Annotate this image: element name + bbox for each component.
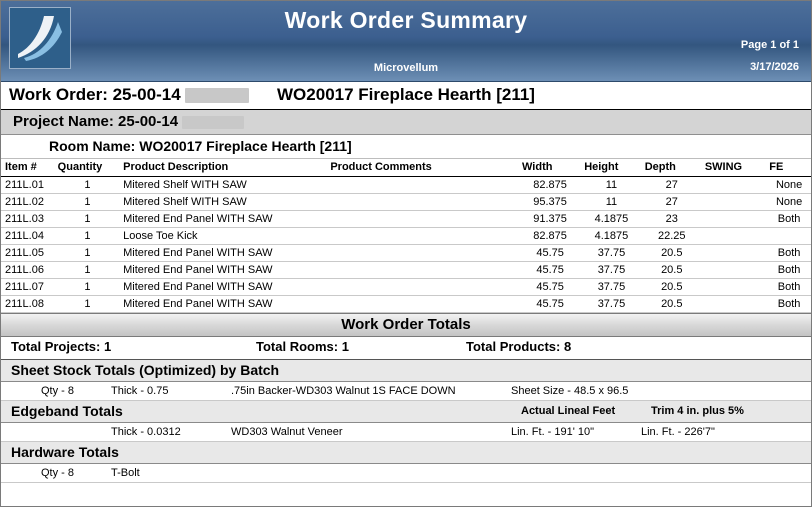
work-order-totals-title: Work Order Totals	[341, 316, 471, 333]
cell-height: 37.75	[580, 262, 641, 279]
cell-fe: Both	[765, 211, 811, 228]
cell-item: 211L.05	[1, 245, 54, 262]
edgeband-heading: Edgeband Totals	[11, 403, 123, 419]
items-table-header-row	[1, 159, 811, 177]
cell-description: Mitered Shelf WITH SAW	[119, 177, 326, 194]
cell-swing	[701, 245, 765, 262]
cell-description: Mitered End Panel WITH SAW	[119, 262, 326, 279]
column-header-width: Width	[518, 159, 580, 177]
cell-height: 4.1875	[580, 211, 641, 228]
sheet-stock-thickness: Thick - 0.75	[111, 385, 169, 397]
cell-description: Mitered End Panel WITH SAW	[119, 296, 326, 313]
edgeband-row	[1, 423, 811, 442]
sheet-stock-material: .75in Backer-WD303 Walnut 1S FACE DOWN	[231, 385, 456, 397]
cell-height: 4.1875	[580, 228, 641, 245]
sheet-stock-heading: Sheet Stock Totals (Optimized) by Batch	[11, 362, 280, 378]
cell-swing	[701, 194, 765, 211]
cell-width: 82.875	[518, 177, 580, 194]
room-name-row	[1, 135, 811, 159]
cell-depth: 23	[641, 211, 701, 228]
total-products: Total Products: 8	[466, 339, 572, 354]
cell-swing	[701, 177, 765, 194]
edgeband-trim-header: Trim 4 in. plus 5%	[651, 405, 744, 417]
table-row	[1, 194, 811, 211]
column-header-depth: Depth	[641, 159, 701, 177]
table-row	[1, 228, 811, 245]
edgeband-heading-row	[1, 401, 811, 423]
work-order-line	[1, 82, 811, 110]
cell-quantity: 1	[54, 245, 119, 262]
project-name-row	[1, 110, 811, 135]
cell-swing	[701, 296, 765, 313]
cell-description: Loose Toe Kick	[119, 228, 326, 245]
cell-item: 211L.03	[1, 211, 54, 228]
cell-width: 45.75	[518, 296, 580, 313]
cell-width: 45.75	[518, 262, 580, 279]
cell-quantity: 1	[54, 262, 119, 279]
edgeband-actual-lineal-feet: Lin. Ft. - 191' 10"	[511, 426, 595, 438]
table-row	[1, 211, 811, 228]
cell-description: Mitered End Panel WITH SAW	[119, 211, 326, 228]
total-projects: Total Projects: 1	[11, 339, 112, 354]
cell-quantity: 1	[54, 211, 119, 228]
cell-height: 11	[580, 177, 641, 194]
cell-comments	[326, 194, 518, 211]
totals-counts-row	[1, 337, 811, 360]
cell-swing	[701, 228, 765, 245]
project-name-label: Project Name: 25-00-14	[13, 113, 179, 130]
cell-height: 37.75	[580, 245, 641, 262]
cell-item: 211L.01	[1, 177, 54, 194]
cell-description: Mitered Shelf WITH SAW	[119, 194, 326, 211]
table-row	[1, 262, 811, 279]
column-header-fe: FE	[765, 159, 811, 177]
page-number: Page 1 of 1	[740, 39, 799, 51]
cell-description: Mitered End Panel WITH SAW	[119, 279, 326, 296]
cell-fe: Both	[765, 296, 811, 313]
cell-comments	[326, 211, 518, 228]
cell-quantity: 1	[54, 177, 119, 194]
cell-fe: Both	[765, 245, 811, 262]
redacted-block	[182, 116, 244, 129]
cell-width: 95.375	[518, 194, 580, 211]
cell-comments	[326, 228, 518, 245]
cell-quantity: 1	[54, 296, 119, 313]
cell-quantity: 1	[54, 279, 119, 296]
total-rooms: Total Rooms: 1	[256, 339, 349, 354]
cell-fe	[765, 228, 811, 245]
cell-item: 211L.02	[1, 194, 54, 211]
cell-fe: None	[765, 177, 811, 194]
cell-swing	[701, 211, 765, 228]
sheet-stock-qty: Qty - 8	[41, 385, 75, 397]
cell-height: 37.75	[580, 279, 641, 296]
cell-comments	[326, 296, 518, 313]
column-header-height: Height	[580, 159, 641, 177]
sheet-stock-heading-row	[1, 360, 811, 382]
cell-depth: 27	[641, 194, 701, 211]
column-header-swing: SWING	[701, 159, 765, 177]
sheet-stock-row	[1, 382, 811, 401]
table-row	[1, 245, 811, 262]
cell-item: 211L.06	[1, 262, 54, 279]
company-name: Microvellum	[373, 62, 439, 74]
column-header-comments: Product Comments	[326, 159, 518, 177]
cell-comments	[326, 245, 518, 262]
edgeband-trim-lineal-feet: Lin. Ft. - 226'7"	[641, 426, 715, 438]
cell-fe: Both	[765, 262, 811, 279]
table-row	[1, 279, 811, 296]
cell-comments	[326, 262, 518, 279]
hardware-name: T-Bolt	[111, 467, 140, 479]
cell-fe: None	[765, 194, 811, 211]
cell-depth: 20.5	[641, 296, 701, 313]
cell-description: Mitered End Panel WITH SAW	[119, 245, 326, 262]
column-header-quantity: Quantity	[54, 159, 119, 177]
cell-item: 211L.07	[1, 279, 54, 296]
table-row	[1, 177, 811, 194]
cell-swing	[701, 262, 765, 279]
cell-depth: 22.25	[641, 228, 701, 245]
cell-depth: 20.5	[641, 279, 701, 296]
cell-depth: 27	[641, 177, 701, 194]
sheet-stock-size: Sheet Size - 48.5 x 96.5	[511, 385, 629, 397]
cell-depth: 20.5	[641, 262, 701, 279]
cell-quantity: 1	[54, 194, 119, 211]
page-title: Work Order Summary	[284, 7, 528, 33]
cell-depth: 20.5	[641, 245, 701, 262]
cell-item: 211L.08	[1, 296, 54, 313]
table-row	[1, 296, 811, 313]
edgeband-thickness: Thick - 0.0312	[111, 426, 181, 438]
cell-swing	[701, 279, 765, 296]
work-order-totals-bar	[1, 313, 811, 337]
report-header	[1, 1, 811, 82]
cell-fe: Both	[765, 279, 811, 296]
project-name-text	[13, 113, 244, 130]
cell-comments	[326, 177, 518, 194]
work-order-name: WO20017 Fireplace Hearth [211]	[277, 85, 535, 104]
column-header-description: Product Description	[119, 159, 326, 177]
cell-width: 91.375	[518, 211, 580, 228]
work-order-label: Work Order: 25-00-14	[9, 85, 181, 104]
edgeband-actual-header: Actual Lineal Feet	[521, 405, 616, 417]
cell-height: 11	[580, 194, 641, 211]
report-date: 3/17/2026	[750, 61, 799, 73]
cell-quantity: 1	[54, 228, 119, 245]
hardware-qty: Qty - 8	[41, 467, 75, 479]
cell-comments	[326, 279, 518, 296]
cell-item: 211L.04	[1, 228, 54, 245]
hardware-heading-row	[1, 442, 811, 464]
column-header-item: Item #	[1, 159, 54, 177]
room-name-label: Room Name: WO20017 Fireplace Hearth [211]	[49, 138, 352, 154]
cell-height: 37.75	[580, 296, 641, 313]
cell-width: 45.75	[518, 279, 580, 296]
cell-width: 45.75	[518, 245, 580, 262]
hardware-heading: Hardware Totals	[11, 444, 119, 460]
cell-width: 82.875	[518, 228, 580, 245]
edgeband-material: WD303 Walnut Veneer	[231, 426, 343, 438]
items-table	[1, 159, 811, 313]
hardware-row	[1, 464, 811, 483]
